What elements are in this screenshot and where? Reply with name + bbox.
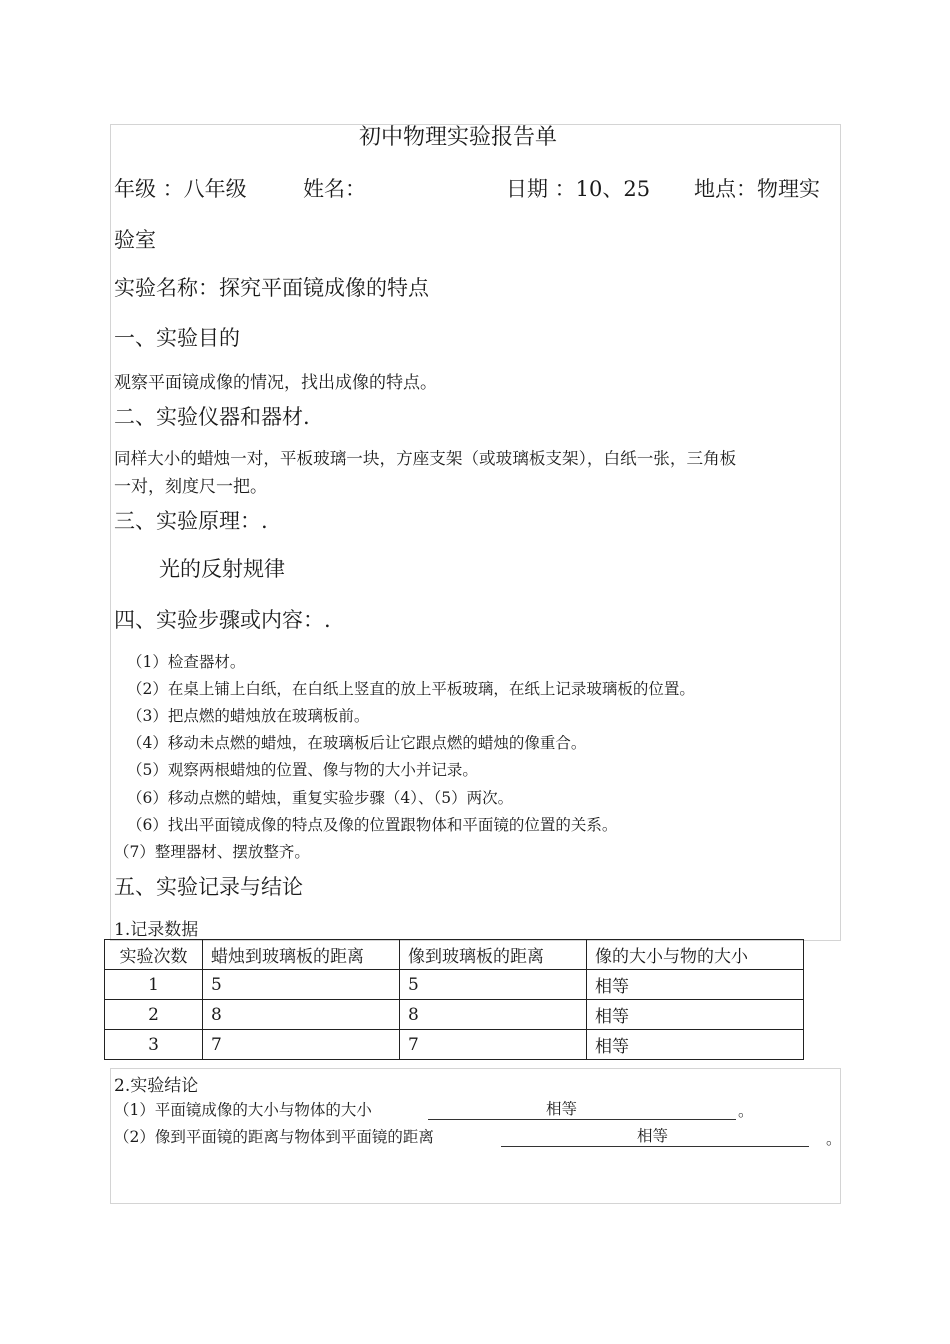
conclusion-2-answer: 相等 xyxy=(637,1127,669,1145)
table-cell: 7 xyxy=(203,1030,400,1060)
principle-text: 光的反射规律 xyxy=(159,557,285,581)
table-header-cell: 像到玻璃板的距离 xyxy=(400,940,587,970)
steps-heading: 四、实验步骤或内容：. xyxy=(114,608,331,632)
purpose-text: 观察平面镜成像的情况，找出成像的特点。 xyxy=(114,373,437,393)
step-item: （5）观察两根蜡烛的位置、像与物的大小并记录。 xyxy=(127,761,478,779)
step-item: （6）移动点燃的蜡烛，重复实验步骤（4）、（5）两次。 xyxy=(127,789,514,807)
step-item: （7）整理器材、摆放整齐。 xyxy=(114,843,310,861)
table-header-cell: 像的大小与物的大小 xyxy=(587,940,804,970)
report-title: 初中物理实验报告单 xyxy=(359,125,558,150)
place-field-cont: 验室 xyxy=(114,228,156,252)
equipment-heading: 二、实验仪器和器材. xyxy=(114,405,310,429)
step-item: （6）找出平面镜成像的特点及像的位置跟物体和平面镜的位置的关系。 xyxy=(127,816,618,834)
name-field: 姓名： xyxy=(303,177,366,201)
table-cell: 5 xyxy=(203,970,400,1000)
record-subheading: 1.记录数据 xyxy=(114,920,199,940)
table-cell: 相等 xyxy=(587,970,804,1000)
table-row xyxy=(105,1000,804,1030)
table-cell: 相等 xyxy=(587,1030,804,1060)
equipment-text-line1: 同样大小的蜡烛一对，平板玻璃一块，方座支架（或玻璃板支架），白纸一张，三角板 xyxy=(114,449,737,468)
table-cell: 2 xyxy=(105,1000,203,1030)
record-heading: 五、实验记录与结论 xyxy=(114,875,303,899)
table-row xyxy=(105,970,804,1000)
equipment-text-line2: 一对，刻度尺一把。 xyxy=(114,477,267,497)
step-item: （1）检查器材。 xyxy=(127,653,246,671)
conclusion-1-prefix: （1）平面镜成像的大小与物体的大小 xyxy=(114,1101,372,1119)
step-item: （3）把点燃的蜡烛放在玻璃板前。 xyxy=(127,707,370,725)
grade-field: 年级 ：八年级 xyxy=(114,177,247,201)
table-cell: 3 xyxy=(105,1030,203,1060)
table-cell: 7 xyxy=(400,1030,587,1060)
table-row xyxy=(105,1030,804,1060)
conclusion-heading: 2.实验结论 xyxy=(114,1076,199,1096)
date-field: 日期 ：10、25 xyxy=(506,177,651,201)
conclusion-2-suffix: 。 xyxy=(826,1130,842,1148)
conclusion-1-suffix: 。 xyxy=(738,1102,754,1120)
principle-heading: 三、实验原理：. xyxy=(114,509,268,533)
table-header-row xyxy=(105,940,804,970)
place-field: 地点：物理实 xyxy=(694,177,820,201)
table-cell: 5 xyxy=(400,970,587,1000)
step-item: （2）在桌上铺上白纸，在白纸上竖直的放上平板玻璃，在纸上记录玻璃板的位置。 xyxy=(127,680,695,698)
table-header-cell: 蜡烛到玻璃板的距离 xyxy=(203,940,400,970)
purpose-heading: 一、实验目的 xyxy=(114,326,240,350)
table-cell: 8 xyxy=(203,1000,400,1030)
conclusion-1-blank xyxy=(428,1099,736,1120)
step-item: （4）移动未点燃的蜡烛，在玻璃板后让它跟点燃的蜡烛的像重合。 xyxy=(127,734,587,752)
table-cell: 8 xyxy=(400,1000,587,1030)
conclusion-2-prefix: （2）像到平面镜的距离与物体到平面镜的距离 xyxy=(114,1128,434,1146)
table-cell: 1 xyxy=(105,970,203,1000)
conclusion-1-answer: 相等 xyxy=(546,1100,578,1118)
table-header-cell: 实验次数 xyxy=(105,940,203,970)
table-cell: 相等 xyxy=(587,1000,804,1030)
experiment-name: 实验名称：探究平面镜成像的特点 xyxy=(114,276,429,300)
record-table xyxy=(104,939,804,1060)
